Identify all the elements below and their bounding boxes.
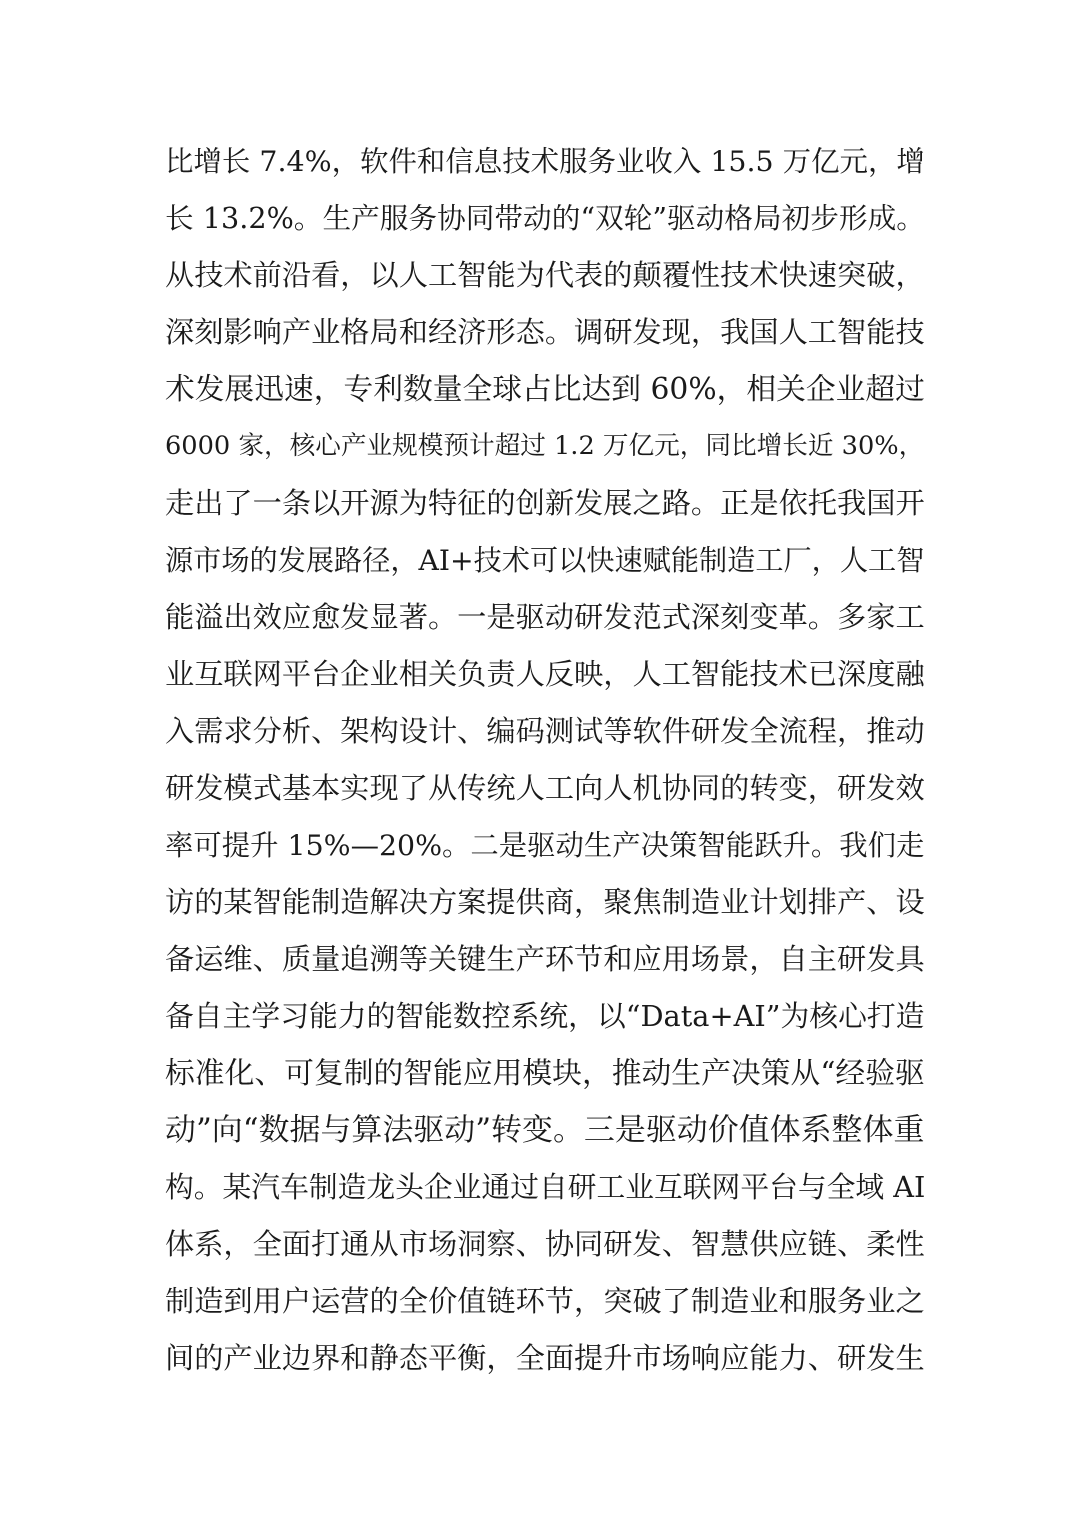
text-line: 走出了一条以开源为特征的创新发展之路。正是依托我国开	[165, 486, 925, 520]
text-line: 能溢出效应愈发显著。一是驱动研发范式深刻变革。多家工	[165, 600, 925, 634]
text-line: 率可提升 15%—20%。二是驱动生产决策智能跃升。我们走	[165, 829, 925, 862]
body-text	[165, 133, 925, 1387]
text-line: 研发模式基本实现了从传统人工向人机协同的转变，研发效	[165, 771, 925, 805]
text-line: 标准化、可复制的智能应用模块，推动生产决策从“经验驱	[165, 1056, 925, 1091]
text-line: 制造到用户运营的全价值链环节，突破了制造业和服务业之	[165, 1284, 925, 1318]
text-line: 源市场的发展路径，AI+技术可以快速赋能制造工厂，人工智	[165, 544, 925, 577]
text-line: 深刻影响产业格局和经济形态。调研发现，我国人工智能技	[165, 315, 925, 349]
text-line: 体系，全面打通从市场洞察、协同研发、智慧供应链、柔性	[165, 1227, 925, 1261]
text-line: 间的产业边界和静态平衡，全面提升市场响应能力、研发生	[165, 1341, 925, 1375]
text-line: 入需求分析、架构设计、编码测试等软件研发全流程，推动	[165, 714, 925, 748]
text-line: 比增长 7.4%，软件和信息技术服务业收入 15.5 万亿元，增	[165, 145, 925, 178]
text-line: 备运维、质量追溯等关键生产环节和应用场景，自主研发具	[165, 942, 925, 976]
text-line: 备自主学习能力的智能数控系统，以“Data+AI”为核心打造	[165, 999, 925, 1033]
text-line: 从技术前沿看，以人工智能为代表的颠覆性技术快速突破，	[165, 258, 925, 292]
text-line: 构。某汽车制造龙头企业通过自研工业互联网平台与全域 AI	[165, 1170, 925, 1204]
text-line: 长 13.2%。生产服务协同带动的“双轮”驱动格局初步形成。	[165, 201, 925, 235]
text-line: 术发展迅速，专利数量全球占比达到 60%，相关企业超过	[165, 372, 925, 407]
text-line: 访的某智能制造解决方案提供商，聚焦制造业计划排产、设	[165, 885, 925, 919]
text-line: 动”向“数据与算法驱动”转变。三是驱动价值体系整体重	[165, 1112, 925, 1148]
text-line: 业互联网平台企业相关负责人反映，人工智能技术已深度融	[165, 657, 925, 691]
text-line: 6000 家，核心产业规模预计超过 1.2 万亿元，同比增长近 30%，	[165, 431, 925, 461]
